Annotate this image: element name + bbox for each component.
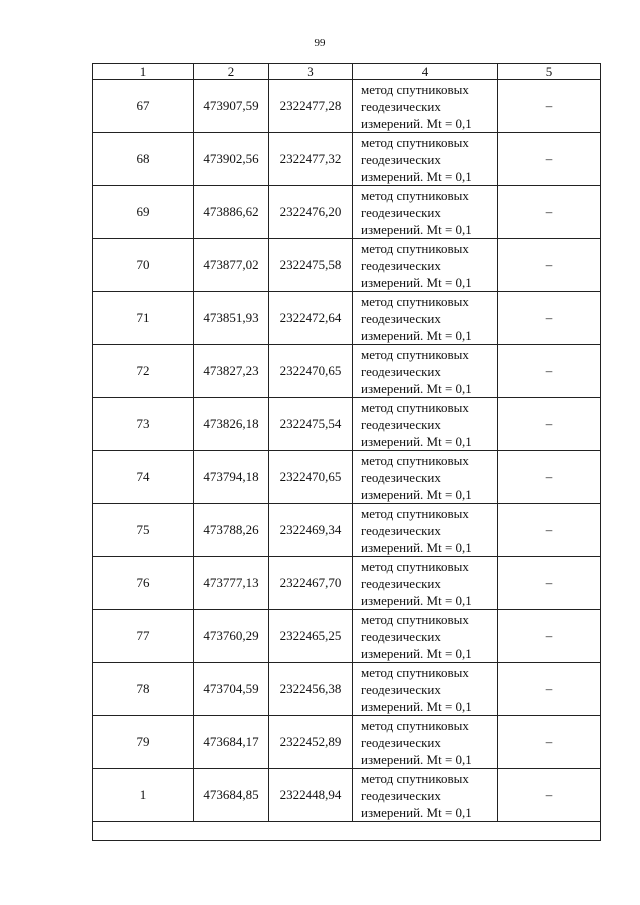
column5-cell: –: [498, 663, 601, 716]
method-cell: [353, 133, 498, 186]
method-line: измерений. Mt = 0,1: [361, 539, 472, 555]
method-line: измерений. Mt = 0,1: [361, 168, 472, 184]
coordinates-table: [92, 63, 601, 841]
table-row: [93, 292, 601, 345]
x-coordinate-cell: 473827,23: [194, 345, 269, 398]
method-cell: [353, 80, 498, 133]
y-coordinate-cell: 2322448,94: [269, 769, 353, 822]
table-row: [93, 133, 601, 186]
method-line: измерений. Mt = 0,1: [361, 380, 472, 396]
point-number-cell: 78: [93, 663, 194, 716]
method-line: геодезических: [361, 204, 441, 220]
method-line: геодезических: [361, 522, 441, 538]
method-line: геодезических: [361, 575, 441, 591]
point-number-cell: 76: [93, 557, 194, 610]
point-number-cell: 69: [93, 186, 194, 239]
method-line: геодезических: [361, 310, 441, 326]
method-line: метод спутниковых: [361, 717, 469, 733]
method-line: метод спутниковых: [361, 134, 469, 150]
x-coordinate-cell: 473788,26: [194, 504, 269, 557]
method-line: метод спутниковых: [361, 611, 469, 627]
table-row: [93, 557, 601, 610]
y-coordinate-cell: 2322469,34: [269, 504, 353, 557]
y-coordinate-cell: 2322472,64: [269, 292, 353, 345]
y-coordinate-cell: 2322467,70: [269, 557, 353, 610]
method-line: метод спутниковых: [361, 452, 469, 468]
method-line: измерений. Mt = 0,1: [361, 645, 472, 661]
method-cell: [353, 557, 498, 610]
column5-cell: –: [498, 133, 601, 186]
method-line: геодезических: [361, 787, 441, 803]
header-cell: 4: [353, 64, 498, 80]
method-line: метод спутниковых: [361, 187, 469, 203]
x-coordinate-cell: 473777,13: [194, 557, 269, 610]
method-line: измерений. Mt = 0,1: [361, 698, 472, 714]
point-number-cell: 75: [93, 504, 194, 557]
column5-cell: –: [498, 186, 601, 239]
table-row: [93, 451, 601, 504]
y-coordinate-cell: 2322476,20: [269, 186, 353, 239]
empty-row: [93, 822, 601, 841]
method-line: измерений. Mt = 0,1: [361, 274, 472, 290]
method-cell: [353, 239, 498, 292]
column5-cell: –: [498, 239, 601, 292]
method-line: метод спутниковых: [361, 664, 469, 680]
column5-cell: –: [498, 345, 601, 398]
method-line: измерений. Mt = 0,1: [361, 433, 472, 449]
column5-cell: –: [498, 504, 601, 557]
table-header-row: [93, 64, 601, 80]
column5-cell: –: [498, 610, 601, 663]
method-line: измерений. Mt = 0,1: [361, 221, 472, 237]
x-coordinate-cell: 473794,18: [194, 451, 269, 504]
point-number-cell: 72: [93, 345, 194, 398]
method-line: геодезических: [361, 151, 441, 167]
x-coordinate-cell: 473907,59: [194, 80, 269, 133]
y-coordinate-cell: 2322452,89: [269, 716, 353, 769]
table-row: [93, 769, 601, 822]
point-number-cell: 1: [93, 769, 194, 822]
header-cell: 5: [498, 64, 601, 80]
method-line: измерений. Mt = 0,1: [361, 751, 472, 767]
method-cell: [353, 398, 498, 451]
column5-cell: –: [498, 716, 601, 769]
table-row: [93, 398, 601, 451]
y-coordinate-cell: 2322477,28: [269, 80, 353, 133]
method-line: геодезических: [361, 363, 441, 379]
method-line: метод спутниковых: [361, 558, 469, 574]
column5-cell: –: [498, 292, 601, 345]
method-line: метод спутниковых: [361, 505, 469, 521]
y-coordinate-cell: 2322475,58: [269, 239, 353, 292]
column5-cell: –: [498, 769, 601, 822]
method-cell: [353, 769, 498, 822]
method-line: геодезических: [361, 628, 441, 644]
y-coordinate-cell: 2322475,54: [269, 398, 353, 451]
x-coordinate-cell: 473704,59: [194, 663, 269, 716]
y-coordinate-cell: 2322477,32: [269, 133, 353, 186]
y-coordinate-cell: 2322465,25: [269, 610, 353, 663]
method-line: метод спутниковых: [361, 399, 469, 415]
method-cell: [353, 186, 498, 239]
point-number-cell: 71: [93, 292, 194, 345]
empty-cell: [93, 822, 601, 841]
method-cell: [353, 292, 498, 345]
table-row: [93, 345, 601, 398]
method-line: метод спутниковых: [361, 81, 469, 97]
method-line: метод спутниковых: [361, 293, 469, 309]
point-number-cell: 67: [93, 80, 194, 133]
method-line: геодезических: [361, 681, 441, 697]
method-cell: [353, 610, 498, 663]
method-line: метод спутниковых: [361, 346, 469, 362]
x-coordinate-cell: 473851,93: [194, 292, 269, 345]
method-line: геодезических: [361, 469, 441, 485]
y-coordinate-cell: 2322456,38: [269, 663, 353, 716]
table-row: [93, 716, 601, 769]
point-number-cell: 79: [93, 716, 194, 769]
table-row: [93, 504, 601, 557]
y-coordinate-cell: 2322470,65: [269, 345, 353, 398]
method-cell: [353, 345, 498, 398]
method-line: измерений. Mt = 0,1: [361, 804, 472, 820]
point-number-cell: 68: [93, 133, 194, 186]
table-row: [93, 610, 601, 663]
method-line: геодезических: [361, 416, 441, 432]
x-coordinate-cell: 473902,56: [194, 133, 269, 186]
x-coordinate-cell: 473886,62: [194, 186, 269, 239]
x-coordinate-cell: 473826,18: [194, 398, 269, 451]
point-number-cell: 73: [93, 398, 194, 451]
method-line: геодезических: [361, 257, 441, 273]
method-line: геодезических: [361, 98, 441, 114]
method-line: геодезических: [361, 734, 441, 750]
point-number-cell: 70: [93, 239, 194, 292]
method-cell: [353, 504, 498, 557]
method-line: измерений. Mt = 0,1: [361, 115, 472, 131]
x-coordinate-cell: 473684,85: [194, 769, 269, 822]
column5-cell: –: [498, 557, 601, 610]
method-line: измерений. Mt = 0,1: [361, 592, 472, 608]
header-cell: 1: [93, 64, 194, 80]
method-line: измерений. Mt = 0,1: [361, 327, 472, 343]
table-row: [93, 80, 601, 133]
table-row: [93, 663, 601, 716]
page-number: 99: [314, 37, 326, 49]
x-coordinate-cell: 473760,29: [194, 610, 269, 663]
method-cell: [353, 716, 498, 769]
column5-cell: –: [498, 80, 601, 133]
table-row: [93, 239, 601, 292]
table-row: [93, 186, 601, 239]
y-coordinate-cell: 2322470,65: [269, 451, 353, 504]
point-number-cell: 74: [93, 451, 194, 504]
x-coordinate-cell: 473877,02: [194, 239, 269, 292]
column5-cell: –: [498, 398, 601, 451]
x-coordinate-cell: 473684,17: [194, 716, 269, 769]
header-cell: 2: [194, 64, 269, 80]
method-line: метод спутниковых: [361, 770, 469, 786]
column5-cell: –: [498, 451, 601, 504]
method-cell: [353, 663, 498, 716]
point-number-cell: 77: [93, 610, 194, 663]
method-line: метод спутниковых: [361, 240, 469, 256]
header-cell: 3: [269, 64, 353, 80]
method-cell: [353, 451, 498, 504]
method-line: измерений. Mt = 0,1: [361, 486, 472, 502]
